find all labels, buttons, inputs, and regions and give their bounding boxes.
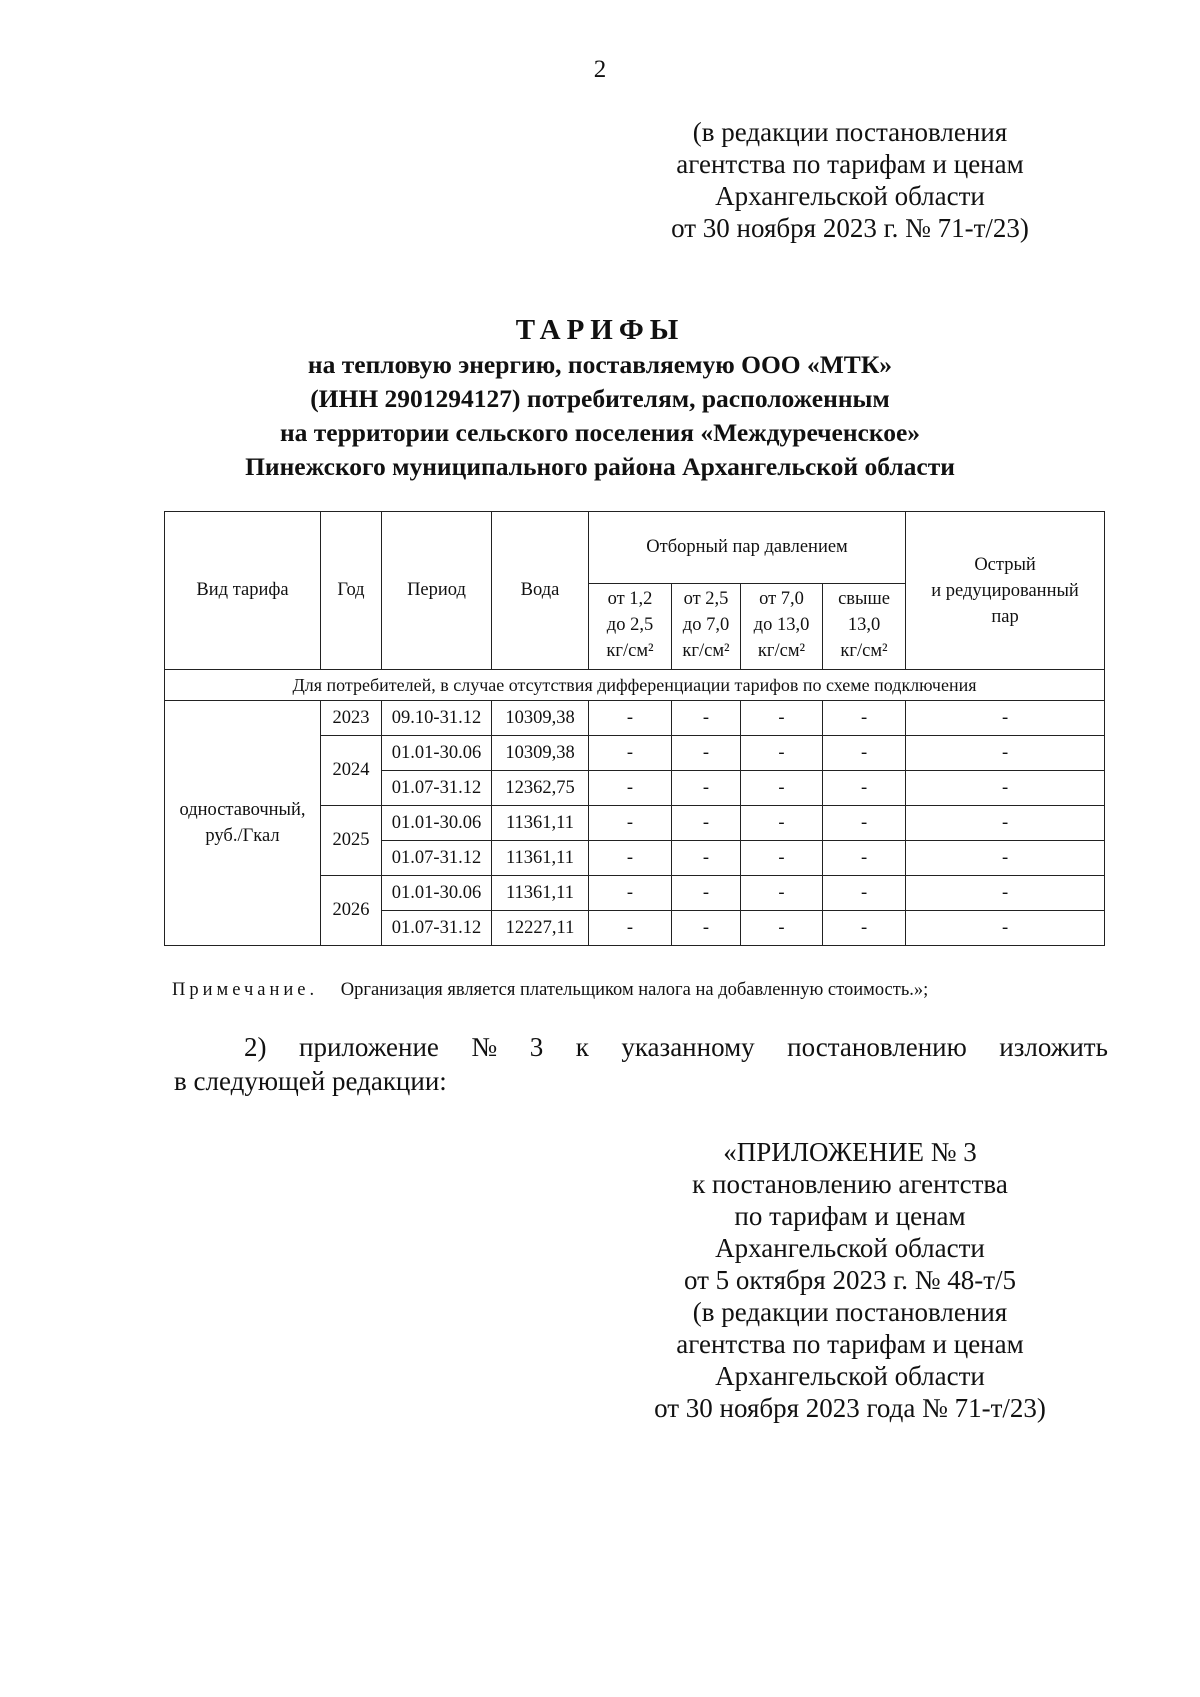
header-line: кг/см² — [682, 641, 730, 661]
water-cell: 10309,38 — [492, 736, 589, 771]
tariff-type-line: одноставочный, — [179, 800, 306, 820]
editorial-note-line: от 30 ноября 2023 г. № 71-т/23) — [671, 213, 1029, 243]
period-cell: 01.07-31.12 — [382, 771, 492, 806]
appendix-line: «ПРИЛОЖЕНИЕ № 3 — [723, 1137, 977, 1167]
steam-cell: - — [823, 876, 906, 911]
appendix-line: от 5 октября 2023 г. № 48-т/5 — [683, 1265, 1017, 1295]
steam-cell: - — [672, 841, 741, 876]
header-year: Год — [321, 512, 382, 670]
steam-cell: - — [672, 771, 741, 806]
steam-cell: - — [672, 736, 741, 771]
steam-cell: - — [589, 841, 672, 876]
subtitle-line: на тепловую энергию, поставляемую ООО «МТК» — [307, 350, 893, 379]
water-cell: 12362,75 — [492, 771, 589, 806]
header-line: от 7,0 — [759, 589, 804, 609]
paragraph-word: № — [471, 1032, 498, 1062]
note — [172, 980, 1132, 1001]
year-cell: 2024 — [321, 736, 382, 806]
paragraph-word: постановлению — [787, 1032, 967, 1062]
steam-cell: - — [589, 771, 672, 806]
steam-cell: - — [741, 806, 823, 841]
editorial-note-line: агентства по тарифам и ценам — [676, 149, 1024, 179]
header-line: от 2,5 — [683, 589, 729, 609]
steam-cell: - — [741, 736, 823, 771]
editorial-note — [640, 116, 1060, 244]
header-line: до 2,5 — [606, 615, 654, 635]
paragraph-word: указанному — [621, 1032, 755, 1062]
document-title: ТАРИФЫ — [515, 314, 685, 346]
header-line: 13,0 — [847, 615, 881, 635]
subtitle-line: Пинежского муниципального района Архангельской области — [245, 452, 955, 481]
appendix-line: агентства по тарифам и ценам — [676, 1329, 1024, 1359]
header-sharp-steam — [906, 512, 1105, 670]
steam-cell: - — [823, 841, 906, 876]
year-cell: 2025 — [321, 806, 382, 876]
editorial-note-line: Архангельской области — [715, 181, 985, 211]
steam-cell: - — [589, 806, 672, 841]
year-cell: 2023 — [321, 701, 382, 736]
header-sharp-line: пар — [991, 606, 1019, 627]
appendix-line: к постановлению агентства — [692, 1169, 1008, 1199]
appendix-line: (в редакции постановления — [692, 1297, 1008, 1327]
header-line: кг/см² — [606, 641, 654, 661]
water-cell: 11361,11 — [492, 876, 589, 911]
steam-cell: - — [589, 876, 672, 911]
tariff-type-cell — [165, 701, 321, 946]
sharp-cell: - — [906, 806, 1105, 841]
header-line: от 1,2 — [607, 589, 653, 609]
steam-cell: - — [589, 701, 672, 736]
header-steam-1 — [589, 584, 672, 670]
appendix-heading — [630, 1136, 1070, 1424]
steam-cell: - — [823, 911, 906, 946]
header-period: Период — [382, 512, 492, 670]
sharp-cell: - — [906, 736, 1105, 771]
table-group-label: Для потребителей, в случае отсутствия дифференциации тарифов по схеме подключения — [165, 670, 1105, 701]
tariff-table — [164, 511, 1105, 946]
sharp-cell: - — [906, 911, 1105, 946]
note-label: Примечание. — [172, 980, 319, 1000]
water-cell: 10309,38 — [492, 701, 589, 736]
subtitle-line: на территории сельского поселения «Междуреченское» — [279, 418, 921, 447]
header-steam-group: Отборный пар давлением — [589, 512, 906, 584]
period-cell: 09.10-31.12 — [382, 701, 492, 736]
editorial-note-line: (в редакции постановления — [692, 117, 1008, 147]
amendment-paragraph — [174, 1030, 1108, 1098]
sharp-cell: - — [906, 701, 1105, 736]
document-title-block — [100, 312, 1100, 484]
header-line: до 13,0 — [753, 615, 810, 635]
header-line: свыше — [838, 589, 890, 609]
paragraph-line: в следующей редакции: — [174, 1066, 447, 1096]
paragraph-word: приложение — [299, 1032, 439, 1062]
steam-cell: - — [672, 876, 741, 911]
appendix-line: Архангельской области — [715, 1361, 985, 1391]
note-text: Организация является плательщиком налога на добавленную стоимость.»; — [340, 980, 929, 1000]
steam-cell: - — [823, 806, 906, 841]
paragraph-word: изложить — [999, 1032, 1108, 1062]
steam-cell: - — [589, 911, 672, 946]
steam-cell: - — [823, 736, 906, 771]
steam-cell: - — [823, 771, 906, 806]
table-row — [165, 701, 1105, 736]
sharp-cell: - — [906, 876, 1105, 911]
steam-cell: - — [741, 771, 823, 806]
header-line: кг/см² — [757, 641, 806, 661]
header-steam-4 — [823, 584, 906, 670]
steam-cell: - — [823, 701, 906, 736]
steam-cell: - — [741, 701, 823, 736]
subtitle-line: (ИНН 2901294127) потребителям, расположенным — [310, 384, 890, 413]
period-cell: 01.01-30.06 — [382, 736, 492, 771]
sharp-cell: - — [906, 771, 1105, 806]
header-tariff-type: Вид тарифа — [165, 512, 321, 670]
period-cell: 01.07-31.12 — [382, 911, 492, 946]
steam-cell: - — [589, 736, 672, 771]
year-cell: 2026 — [321, 876, 382, 946]
period-cell: 01.01-30.06 — [382, 806, 492, 841]
steam-cell: - — [672, 701, 741, 736]
steam-cell: - — [672, 806, 741, 841]
paragraph-word: 3 — [529, 1032, 544, 1062]
page-number: 2 — [593, 56, 607, 83]
water-cell: 11361,11 — [492, 806, 589, 841]
header-line: до 7,0 — [682, 615, 730, 635]
steam-cell: - — [741, 876, 823, 911]
paragraph-line — [174, 1030, 1108, 1064]
paragraph-word: 2) — [244, 1032, 267, 1062]
period-cell: 01.01-30.06 — [382, 876, 492, 911]
header-sharp-line: Острый — [974, 554, 1036, 575]
appendix-line: от 30 ноября 2023 года № 71-т/23) — [654, 1393, 1046, 1423]
water-cell: 11361,11 — [492, 841, 589, 876]
tariff-type-line: руб./Гкал — [205, 826, 280, 846]
header-steam-2 — [672, 584, 741, 670]
document-subtitle — [100, 348, 1100, 484]
header-water: Вода — [492, 512, 589, 670]
header-sharp-line: и редуцированный — [931, 580, 1079, 601]
steam-cell: - — [741, 911, 823, 946]
header-line: кг/см² — [840, 641, 888, 661]
appendix-line: Архангельской области — [715, 1233, 985, 1263]
steam-cell: - — [741, 841, 823, 876]
sharp-cell: - — [906, 841, 1105, 876]
period-cell: 01.07-31.12 — [382, 841, 492, 876]
steam-cell: - — [672, 911, 741, 946]
header-steam-3 — [741, 584, 823, 670]
water-cell: 12227,11 — [492, 911, 589, 946]
paragraph-word: к — [575, 1032, 589, 1062]
appendix-line: по тарифам и ценам — [734, 1201, 966, 1231]
